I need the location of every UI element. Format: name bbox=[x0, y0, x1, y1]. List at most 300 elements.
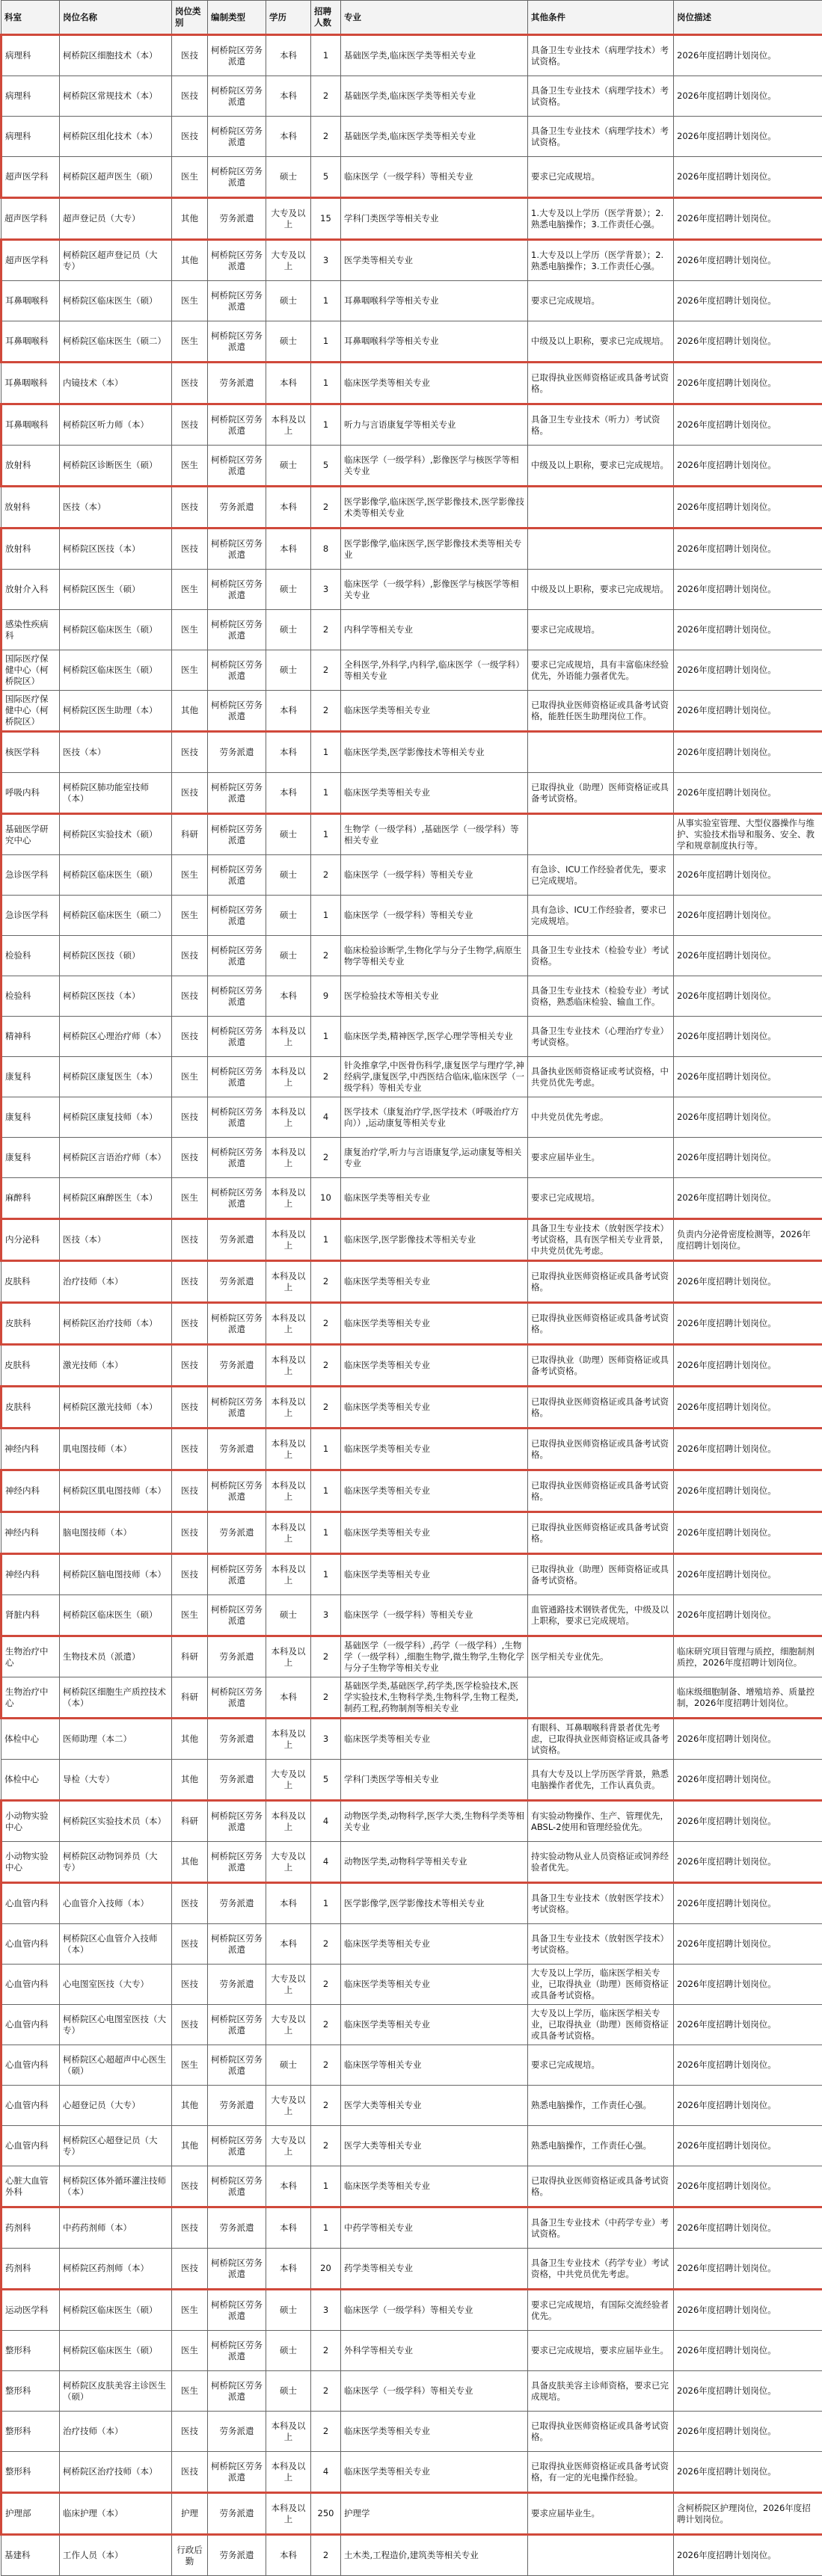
table-cell: 生物治疗中心 bbox=[1, 1677, 60, 1719]
table-row bbox=[1, 814, 822, 855]
table-cell: 中药学等相关专业 bbox=[341, 2207, 528, 2249]
table-cell: 脑电图技师（本） bbox=[60, 1512, 172, 1554]
table-cell: 柯桥院区脑电图技师（本） bbox=[60, 1554, 172, 1595]
table-cell: 医生 bbox=[172, 896, 208, 936]
table-cell: 柯桥院区言语治疗师（本） bbox=[60, 1138, 172, 1178]
table-row bbox=[1, 1470, 822, 1512]
table-cell: 临床医学类等相关专业 bbox=[341, 1554, 528, 1595]
table-cell: 医技 bbox=[172, 1429, 208, 1470]
table-row bbox=[1, 1387, 822, 1429]
table-cell: 耳鼻咽喉科 bbox=[1, 404, 60, 446]
table-cell: 临床检验诊断学,生物化学与分子生物学,病原生物学等相关专业 bbox=[341, 936, 528, 976]
table-cell: 医技 bbox=[172, 1387, 208, 1429]
table-cell: 本科及以上 bbox=[266, 1138, 311, 1178]
table-cell: 医学检验技术等相关专业 bbox=[341, 976, 528, 1017]
table-cell: 临床医学类等相关专业 bbox=[341, 1345, 528, 1387]
table-cell: 神经内科 bbox=[1, 1554, 60, 1595]
table-cell: 劳务派遣 bbox=[208, 1965, 266, 2005]
table-cell: 康复科 bbox=[1, 1097, 60, 1138]
table-row bbox=[1, 976, 822, 1017]
table-cell: 护理部 bbox=[1, 2493, 60, 2535]
table-cell: 柯桥院区劳务派遣 bbox=[208, 1677, 266, 1719]
table-cell: 医师助理（本二） bbox=[60, 1719, 172, 1760]
table-cell: 柯桥院区劳务派遣 bbox=[208, 157, 266, 198]
table-cell: 体检中心 bbox=[1, 1719, 60, 1760]
table-cell: 劳务派遣 bbox=[208, 198, 266, 240]
table-cell: 医学影像学,临床医学,医学影像技术,医学影像技术类等相关专业 bbox=[341, 487, 528, 529]
table-cell: 医技 bbox=[172, 2166, 208, 2207]
table-cell: 柯桥院区劳务派遣 bbox=[208, 1595, 266, 1636]
table-cell: 柯桥院区临床医生（硕） bbox=[60, 2290, 172, 2331]
table-cell: 医技 bbox=[172, 1303, 208, 1345]
table-cell: 临床医学类等相关专业 bbox=[341, 1470, 528, 1512]
table-cell: 2026年度招聘计划岗位。 bbox=[674, 1178, 822, 1219]
table-cell: 柯桥院区劳务派遣 bbox=[208, 2005, 266, 2045]
table-cell: 本科 bbox=[266, 2249, 311, 2290]
table-cell: 心血管内科 bbox=[1, 2126, 60, 2166]
table-cell: 医学技术（康复治疗学,医学技术（呼吸治疗方向））,运动康复等相关专业 bbox=[341, 1097, 528, 1138]
table-cell: 2026年度招聘计划岗位。 bbox=[674, 855, 822, 896]
table-cell: 要求应届毕业生。 bbox=[528, 1138, 674, 1178]
table-cell: 本科 bbox=[266, 1883, 311, 1924]
table-cell: 具备皮肤美容主诊师资格，要求已完成规培。 bbox=[528, 2371, 674, 2412]
table-cell: 柯桥院区心电图室医技（大专） bbox=[60, 2005, 172, 2045]
table-cell: 熟悉电脑操作，工作责任心强。 bbox=[528, 2086, 674, 2126]
table-cell: 柯桥院区动物饲养员（大专） bbox=[60, 1842, 172, 1883]
table-cell: 药剂科 bbox=[1, 2249, 60, 2290]
table-cell: 柯桥院区医技（硕） bbox=[60, 936, 172, 976]
table-cell: 2026年度招聘计划岗位。 bbox=[674, 1842, 822, 1883]
table-cell: 已取得执业医师资格证或具备考试资格。 bbox=[528, 1429, 674, 1470]
table-cell: 已取得执业医师资格证或具备考试资格。 bbox=[528, 1387, 674, 1429]
table-cell: 其他 bbox=[172, 240, 208, 281]
table-cell: 柯桥院区劳务派遣 bbox=[208, 1097, 266, 1138]
table-cell: 具有大专及以上学历医学背景，熟悉电脑操作者优先，工作认真负责。 bbox=[528, 1760, 674, 1801]
table-cell bbox=[528, 1677, 674, 1719]
table-cell: 柯桥院区劳务派遣 bbox=[208, 2290, 266, 2331]
table-row bbox=[1, 1554, 822, 1595]
table-cell: 临床医学类,精神医学,医学心理学等相关专业 bbox=[341, 1017, 528, 1057]
table-cell: 2026年度招聘计划岗位。 bbox=[674, 650, 822, 691]
table-cell: 本科 bbox=[266, 2207, 311, 2249]
table-cell: 2 bbox=[311, 855, 341, 896]
table-cell: 医生 bbox=[172, 2331, 208, 2371]
table-cell: 1 bbox=[311, 732, 341, 773]
table-cell: 大专及以上 bbox=[266, 1965, 311, 2005]
table-cell: 本科及以上 bbox=[266, 1017, 311, 1057]
table-cell: 硕士 bbox=[266, 896, 311, 936]
table-cell: 柯桥院区医技（本） bbox=[60, 529, 172, 570]
table-row bbox=[1, 1595, 822, 1636]
table-cell: 有眼科、耳鼻咽喉科背景者优先考虑，已取得执业医师资格证或具备考试资格。 bbox=[528, 1719, 674, 1760]
table-cell: 2026年度招聘计划岗位。 bbox=[674, 157, 822, 198]
table-cell: 医技 bbox=[172, 1017, 208, 1057]
table-cell: 9 bbox=[311, 976, 341, 1017]
table-row bbox=[1, 1965, 822, 2005]
table-row bbox=[1, 1512, 822, 1554]
table-cell: 科研 bbox=[172, 1636, 208, 1677]
table-row bbox=[1, 1760, 822, 1801]
table-cell: 具备卫生专业技术（放射医学技术）考试资格，具有医学相关专业背景，中共党员优先考虑。 bbox=[528, 1219, 674, 1261]
table-cell: 医技 bbox=[172, 1097, 208, 1138]
table-cell: 临床医学类等相关专业 bbox=[341, 2412, 528, 2452]
table-cell: 有实验动物操作、生产、管理优先，ABSL-2使用和管理经验优先。 bbox=[528, 1801, 674, 1842]
table-cell: 超声登记员（大专） bbox=[60, 198, 172, 240]
table-cell: 其他 bbox=[172, 691, 208, 732]
table-cell: 医技 bbox=[172, 1470, 208, 1512]
table-cell: 柯桥院区组化技术（本） bbox=[60, 117, 172, 157]
table-cell: 本科及以上 bbox=[266, 2493, 311, 2535]
table-cell: 柯桥院区劳务派遣 bbox=[208, 1470, 266, 1512]
table-cell: 柯桥院区劳务派遣 bbox=[208, 773, 266, 814]
table-cell: 2 bbox=[311, 76, 341, 117]
table-cell: 柯桥院区劳务派遣 bbox=[208, 2045, 266, 2086]
table-cell: 柯桥院区劳务派遣 bbox=[208, 76, 266, 117]
table-cell: 病理科 bbox=[1, 117, 60, 157]
table-cell: 核医学科 bbox=[1, 732, 60, 773]
table-cell: 1 bbox=[311, 1512, 341, 1554]
table-cell: 心血管内科 bbox=[1, 2045, 60, 2086]
table-cell: 2026年度招聘计划岗位。 bbox=[674, 117, 822, 157]
table-cell bbox=[528, 529, 674, 570]
table-cell: 医生 bbox=[172, 610, 208, 650]
table-cell: 医技 bbox=[172, 1554, 208, 1595]
table-cell: 柯桥院区劳务派遣 bbox=[208, 1801, 266, 1842]
table-cell: 1 bbox=[311, 773, 341, 814]
table-cell: 劳务派遣 bbox=[208, 2493, 266, 2535]
table-row bbox=[1, 2005, 822, 2045]
header-cell: 专业 bbox=[341, 1, 528, 35]
table-cell: 5 bbox=[311, 446, 341, 487]
table-cell: 2026年度招聘计划岗位。 bbox=[674, 321, 822, 363]
header-cell: 编制类型 bbox=[208, 1, 266, 35]
table-cell: 3 bbox=[311, 1595, 341, 1636]
table-cell: 感染性疾病科 bbox=[1, 610, 60, 650]
table-cell: 柯桥院区劳务派遣 bbox=[208, 2249, 266, 2290]
table-cell: 药剂科 bbox=[1, 2207, 60, 2249]
table-cell: 本科 bbox=[266, 773, 311, 814]
header-cell: 学历 bbox=[266, 1, 311, 35]
table-cell: 医生 bbox=[172, 2045, 208, 2086]
table-cell: 柯桥院区劳务派遣 bbox=[208, 2166, 266, 2207]
table-row bbox=[1, 610, 822, 650]
table-cell: 1 bbox=[311, 814, 341, 855]
table-cell: 运动医学科 bbox=[1, 2290, 60, 2331]
table-cell: 劳务派遣 bbox=[208, 2207, 266, 2249]
table-cell: 心超登记员（大专） bbox=[60, 2086, 172, 2126]
table-cell: 本科及以上 bbox=[266, 1345, 311, 1387]
table-cell: 本科及以上 bbox=[266, 1801, 311, 1842]
table-cell: 2026年度招聘计划岗位。 bbox=[674, 2452, 822, 2493]
table-cell: 2026年度招聘计划岗位。 bbox=[674, 1470, 822, 1512]
table-cell: 本科及以上 bbox=[266, 1554, 311, 1595]
table-cell: 2026年度招聘计划岗位。 bbox=[674, 610, 822, 650]
table-cell: 柯桥院区超声登记员（大专） bbox=[60, 240, 172, 281]
table-cell: 具备卫生专业技术（放射医学技术）考试资格。 bbox=[528, 1924, 674, 1965]
table-cell: 2 bbox=[311, 1677, 341, 1719]
table-cell: 大专及以上 bbox=[266, 240, 311, 281]
table-cell: 2 bbox=[311, 2412, 341, 2452]
table-cell: 医技 bbox=[172, 773, 208, 814]
table-cell: 临床医学类,医学影像技术等相关专业 bbox=[341, 732, 528, 773]
table-cell: 本科及以上 bbox=[266, 1097, 311, 1138]
table-cell: 临床医学类等相关专业 bbox=[341, 1924, 528, 1965]
table-cell: 具备卫生专业技术（检验专业）考试资格。 bbox=[528, 936, 674, 976]
table-cell: 15 bbox=[311, 198, 341, 240]
table-cell: 2026年度招聘计划岗位。 bbox=[674, 1512, 822, 1554]
table-cell: 已取得执业医师资格证或具备考试资格。 bbox=[528, 363, 674, 404]
table-cell: 要求已完成规培。 bbox=[528, 2045, 674, 2086]
table-cell: 放射科 bbox=[1, 487, 60, 529]
table-cell: 2026年度招聘计划岗位。 bbox=[674, 2249, 822, 2290]
table-cell: 本科 bbox=[266, 76, 311, 117]
table-cell: 柯桥院区劳务派遣 bbox=[208, 855, 266, 896]
table-cell: 医技 bbox=[172, 404, 208, 446]
table-row bbox=[1, 1261, 822, 1303]
table-cell: 2026年度招聘计划岗位。 bbox=[674, 240, 822, 281]
table-cell: 心脏大血管外科 bbox=[1, 2166, 60, 2207]
table-cell: 2 bbox=[311, 1636, 341, 1677]
table-cell: 心血管内科 bbox=[1, 1924, 60, 1965]
table-cell: 医技 bbox=[172, 1924, 208, 1965]
table-cell: 具备卫生专业技术（放射医学技术）考试资格。 bbox=[528, 1883, 674, 1924]
table-cell: 肌电图技师（本） bbox=[60, 1429, 172, 1470]
table-cell: 柯桥院区劳务派遣 bbox=[208, 2331, 266, 2371]
table-cell: 2026年度招聘计划岗位。 bbox=[674, 2535, 822, 2576]
table-cell: 劳务派遣 bbox=[208, 1219, 266, 1261]
table-cell: 1 bbox=[311, 404, 341, 446]
table-cell: 2 bbox=[311, 650, 341, 691]
table-cell: 柯桥院区心血管介入技师（本） bbox=[60, 1924, 172, 1965]
table-cell: 基础医学（一级学科）,药学（一级学科）,生物学（一级学科）,细胞生物学,微生物学,生物化学与分子生物学等相关专业 bbox=[341, 1636, 528, 1677]
table-cell: 1.大专及以上学历（医学背景）；2.熟悉电脑操作；3.工作责任心强。 bbox=[528, 240, 674, 281]
table-cell: 8 bbox=[311, 529, 341, 570]
table-cell: 针灸推拿学,中医骨伤科学,康复医学与理疗学,神经病学,康复医学,中西医结合临床,临床医学（一级学科）等相关专业 bbox=[341, 1057, 528, 1097]
table-cell: 医生 bbox=[172, 855, 208, 896]
table-row bbox=[1, 2452, 822, 2493]
table-cell: 医生 bbox=[172, 281, 208, 321]
table-cell: 2026年度招聘计划岗位。 bbox=[674, 1345, 822, 1387]
table-cell: 柯桥院区劳务派遣 bbox=[208, 570, 266, 610]
table-cell: 护理学 bbox=[341, 2493, 528, 2535]
table-row bbox=[1, 35, 822, 76]
table-cell: 检验科 bbox=[1, 936, 60, 976]
table-cell: 2026年度招聘计划岗位。 bbox=[674, 2290, 822, 2331]
table-cell: 2026年度招聘计划岗位。 bbox=[674, 1554, 822, 1595]
table-cell: 医技 bbox=[172, 732, 208, 773]
table-cell: 硕士 bbox=[266, 570, 311, 610]
table-cell: 柯桥院区劳务派遣 bbox=[208, 35, 266, 76]
table-cell: 劳务派遣 bbox=[208, 2412, 266, 2452]
table-cell: 临床医学类等相关专业 bbox=[341, 2005, 528, 2045]
table-row bbox=[1, 1429, 822, 1470]
table-cell: 柯桥院区心超登记员（大专） bbox=[60, 2126, 172, 2166]
header-cell: 岗位名称 bbox=[60, 1, 172, 35]
table-cell: 医技 bbox=[172, 1138, 208, 1178]
table-cell: 大专及以上学历，临床医学相关专业，已取得执业（助理）医师资格证或具备考试资格。 bbox=[528, 1965, 674, 2005]
table-cell: 1 bbox=[311, 1017, 341, 1057]
table-cell: 临床医学（一级学科）等相关专业 bbox=[341, 2290, 528, 2331]
table-cell: 听力与言语康复学等相关专业 bbox=[341, 404, 528, 446]
table-cell: 全科医学,外科学,内科学,临床医学（一级学科）等相关专业 bbox=[341, 650, 528, 691]
table-cell: 医技 bbox=[172, 1512, 208, 1554]
header-cell: 科室 bbox=[1, 1, 60, 35]
table-row bbox=[1, 2412, 822, 2452]
table-cell: 本科及以上 bbox=[266, 1719, 311, 1760]
table-cell: 要求已完成规培。 bbox=[528, 281, 674, 321]
table-cell: 药学类等相关专业 bbox=[341, 2249, 528, 2290]
table-row bbox=[1, 1924, 822, 1965]
table-cell: 已取得执业医师资格证或具备考试资格。 bbox=[528, 2166, 674, 2207]
table-cell: 2026年度招聘计划岗位。 bbox=[674, 2005, 822, 2045]
table-cell: 临床医学类等相关专业 bbox=[341, 1178, 528, 1219]
table-cell: 动物医学类,动物科学,医学大类,生物科学类等相关专业 bbox=[341, 1801, 528, 1842]
table-cell: 医学大类等相关专业 bbox=[341, 2126, 528, 2166]
table-cell: 大专及以上 bbox=[266, 2086, 311, 2126]
table-cell: 劳务派遣 bbox=[208, 1719, 266, 1760]
table-cell: 劳务派遣 bbox=[208, 1512, 266, 1554]
table-cell: 2026年度招聘计划岗位。 bbox=[674, 773, 822, 814]
table-cell: 柯桥院区劳务派遣 bbox=[208, 1017, 266, 1057]
table-cell: 2026年度招聘计划岗位。 bbox=[674, 1387, 822, 1429]
table-cell: 本科 bbox=[266, 2535, 311, 2576]
table-body bbox=[1, 35, 822, 2576]
table-cell: 柯桥院区劳务派遣 bbox=[208, 650, 266, 691]
table-cell: 2 bbox=[311, 936, 341, 976]
table-cell: 3 bbox=[311, 1719, 341, 1760]
table-cell: 本科 bbox=[266, 529, 311, 570]
table-cell: 2 bbox=[311, 2371, 341, 2412]
table-cell: 柯桥院区劳务派遣 bbox=[208, 2452, 266, 2493]
table-cell: 基础医学研究中心 bbox=[1, 814, 60, 855]
table-cell: 已取得执业医师资格证或具备考试资格，能胜任医生助理岗位工作。 bbox=[528, 691, 674, 732]
table-cell: 2 bbox=[311, 1138, 341, 1178]
table-row bbox=[1, 529, 822, 570]
table-cell: 已取得执业医师资格证或具备考试资格。 bbox=[528, 1470, 674, 1512]
table-cell bbox=[528, 487, 674, 529]
table-row bbox=[1, 570, 822, 610]
table-row bbox=[1, 650, 822, 691]
table-cell: 临床医学类等相关专业 bbox=[341, 2452, 528, 2493]
table-cell: 1 bbox=[311, 2207, 341, 2249]
table-cell: 2026年度招聘计划岗位。 bbox=[674, 2045, 822, 2086]
table-cell: 4 bbox=[311, 1097, 341, 1138]
table-row bbox=[1, 2493, 822, 2535]
table-cell: 康复科 bbox=[1, 1057, 60, 1097]
table-cell: 2026年度招聘计划岗位。 bbox=[674, 936, 822, 976]
table-cell: 劳务派遣 bbox=[208, 2086, 266, 2126]
table-cell: 2026年度招聘计划岗位。 bbox=[674, 896, 822, 936]
table-cell: 柯桥院区麻醉医生（本） bbox=[60, 1178, 172, 1219]
table-cell: 临床医学类等相关专业 bbox=[341, 1261, 528, 1303]
table-cell: 医生 bbox=[172, 1595, 208, 1636]
table-cell: 柯桥院区劳务派遣 bbox=[208, 976, 266, 1017]
table-cell: 具备卫生专业技术（心理治疗专业）考试资格。 bbox=[528, 1017, 674, 1057]
table-cell: 2 bbox=[311, 2005, 341, 2045]
table-cell: 临床医学（一级学科）等相关专业 bbox=[341, 157, 528, 198]
table-cell: 柯桥院区皮肤美容主诊医生（硕） bbox=[60, 2371, 172, 2412]
table-cell: 医学相关专业优先。 bbox=[528, 1636, 674, 1677]
table-cell: 要求应届毕业生。 bbox=[528, 2493, 674, 2535]
table-cell: 行政后勤 bbox=[172, 2535, 208, 2576]
table-cell: 20 bbox=[311, 2249, 341, 2290]
table-cell: 含柯桥院区护理岗位，2026年度招聘计划岗位。 bbox=[674, 2493, 822, 2535]
table-cell: 劳务派遣 bbox=[208, 1345, 266, 1387]
table-cell: 大专及以上 bbox=[266, 1760, 311, 1801]
table-cell: 具备卫生专业技术（中药学专业）考试资格。 bbox=[528, 2207, 674, 2249]
table-cell: 2026年度招聘计划岗位。 bbox=[674, 1057, 822, 1097]
table-row bbox=[1, 2331, 822, 2371]
table-cell: 柯桥院区劳务派遣 bbox=[208, 281, 266, 321]
table-cell: 本科 bbox=[266, 1924, 311, 1965]
table-cell: 整形科 bbox=[1, 2412, 60, 2452]
table-cell: 2026年度招聘计划岗位。 bbox=[674, 76, 822, 117]
table-cell: 1 bbox=[311, 896, 341, 936]
table-cell: 2 bbox=[311, 1924, 341, 1965]
table-cell: 医技 bbox=[172, 2249, 208, 2290]
table-cell: 呼吸内科 bbox=[1, 773, 60, 814]
table-row bbox=[1, 1719, 822, 1760]
table-cell: 2 bbox=[311, 2535, 341, 2576]
table-cell: 1 bbox=[311, 1554, 341, 1595]
header-cell: 岗位描述 bbox=[674, 1, 822, 35]
table-cell: 已取得执业（助理）医师资格证或具备考试资格。 bbox=[528, 773, 674, 814]
table-cell: 劳务派遣 bbox=[208, 363, 266, 404]
table-cell: 康复科 bbox=[1, 1138, 60, 1178]
table-row bbox=[1, 198, 822, 240]
table-row bbox=[1, 896, 822, 936]
table-row bbox=[1, 2166, 822, 2207]
table-cell: 放射科 bbox=[1, 446, 60, 487]
table-cell: 皮肤科 bbox=[1, 1303, 60, 1345]
table-cell: 要求已完成规培，要求应届毕业生。 bbox=[528, 2331, 674, 2371]
table-cell: 已取得执业医师资格证或具备考试资格。 bbox=[528, 1261, 674, 1303]
table-cell: 临床医学类等相关专业 bbox=[341, 773, 528, 814]
table-cell: 2026年度招聘计划岗位。 bbox=[674, 2086, 822, 2126]
table-cell: 劳务派遣 bbox=[208, 1636, 266, 1677]
table-cell: 其他 bbox=[172, 1842, 208, 1883]
table-cell: 2026年度招聘计划岗位。 bbox=[674, 976, 822, 1017]
table-row bbox=[1, 1057, 822, 1097]
table-cell: 2 bbox=[311, 1261, 341, 1303]
table-cell: 10 bbox=[311, 1178, 341, 1219]
table-cell: 本科 bbox=[266, 2166, 311, 2207]
table-cell: 心血管介入技师（本） bbox=[60, 1883, 172, 1924]
table-cell: 2026年度招聘计划岗位。 bbox=[674, 1965, 822, 2005]
table-cell: 柯桥院区诊断医生（硕） bbox=[60, 446, 172, 487]
table-cell: 医技 bbox=[172, 1883, 208, 1924]
table-cell: 医技 bbox=[172, 35, 208, 76]
table-cell: 本科 bbox=[266, 487, 311, 529]
table-cell: 柯桥院区劳务派遣 bbox=[208, 1842, 266, 1883]
table-cell: 皮肤科 bbox=[1, 1387, 60, 1429]
table-cell: 本科及以上 bbox=[266, 1429, 311, 1470]
table-cell: 生物治疗中心 bbox=[1, 1636, 60, 1677]
table-cell: 2 bbox=[311, 2045, 341, 2086]
table-cell: 柯桥院区临床医生（硕） bbox=[60, 2331, 172, 2371]
table-row bbox=[1, 363, 822, 404]
table-cell: 1 bbox=[311, 321, 341, 363]
table-cell: 硕士 bbox=[266, 2290, 311, 2331]
table-cell: 医学类等相关专业 bbox=[341, 240, 528, 281]
table-cell: 1 bbox=[311, 363, 341, 404]
table-cell: 临床医学类等相关专业 bbox=[341, 1429, 528, 1470]
table-cell: 2026年度招聘计划岗位。 bbox=[674, 1303, 822, 1345]
table-cell: 本科及以上 bbox=[266, 1470, 311, 1512]
table-cell: 土木类,工程造价,建筑类等相关专业 bbox=[341, 2535, 528, 2576]
table-cell: 激光技师（本） bbox=[60, 1345, 172, 1387]
header-cell: 岗位类别 bbox=[172, 1, 208, 35]
